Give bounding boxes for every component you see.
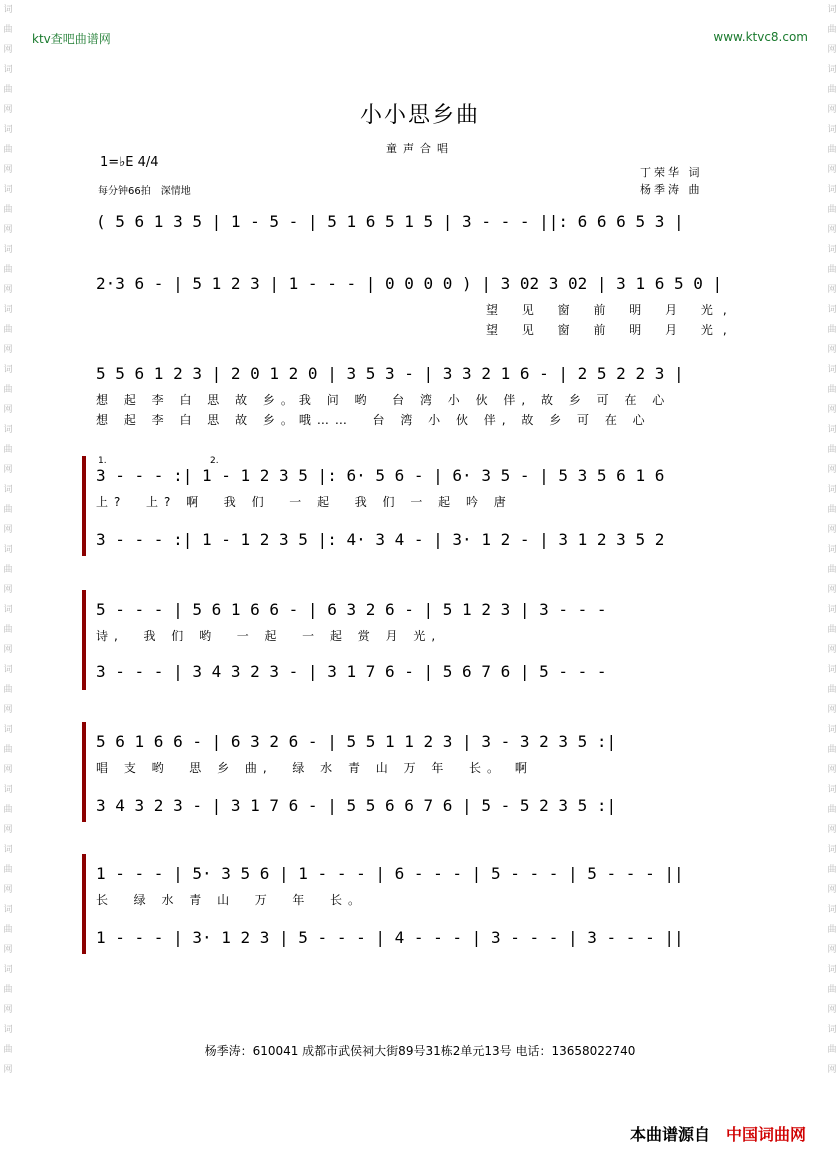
system5-upper: 5 - - - | 5 6 1 6 6 - | 6 3 2 6 - | 5 1 2 3 | 3 - - - xyxy=(96,600,607,619)
watermark-left: 词曲网词曲网词曲网词曲网词曲网词曲网词曲网词曲网词曲网词曲网词曲网词曲网词曲网词曲网词曲网词曲网词曲网词曲网 xyxy=(3,5,13,1075)
system2-notes: 2·3 6 - | 5 1 2 3 | 1 - - - | 0 0 0 0 ) | 3 02 3 02 | 3 1 6 5 0 | xyxy=(96,274,723,293)
system4-bracket xyxy=(82,456,86,556)
system6-lower: 3 4 3 2 3 - | 3 1 7 6 - | 5 5 6 6 7 6 | 5 - 5 2 3 5 :| xyxy=(96,796,617,815)
composer-credit: 杨季涛 曲 xyxy=(640,183,703,196)
system3-lyric1: 想 起 李 白 思 故 乡。我 问 哟 台 湾 小 伙 伴, 故 乡 可 在 心 xyxy=(96,393,671,407)
system2-lyric1: 望 见 窗 前 明 月 光, xyxy=(486,303,737,317)
watermark-right: 词曲网词曲网词曲网词曲网词曲网词曲网词曲网词曲网词曲网词曲网词曲网词曲网词曲网词曲网词曲网词曲网词曲网词曲网 xyxy=(827,5,837,1075)
header-left[interactable]: ktv查吧曲谱网 xyxy=(32,32,111,46)
system4-lower: 3 - - - :| 1 - 1 2 3 5 |: 4· 3 4 - | 3· 1 2 - | 3 1 2 3 5 2 xyxy=(96,530,665,549)
system4-lyric: 上? 上? 啊 我 们 一 起 我 们 一 起 吟 唐 xyxy=(96,495,512,509)
system4-upper: 3 - - - :| 1 - 1 2 3 5 |: 6· 5 6 - | 6· 3 5 - | 5 3 5 6 1 6 xyxy=(96,466,665,485)
system6-upper: 5 6 1 6 6 - | 6 3 2 6 - | 5 5 1 1 2 3 | 3 - 3 2 3 5 :| xyxy=(96,732,617,751)
system7-bracket xyxy=(82,854,86,954)
system6-bracket xyxy=(82,722,86,822)
system1-notes: ( 5 6 1 3 5 | 1 - 5 - | 5 1 6 5 1 5 | 3 - - - ||: 6 6 6 5 3 | xyxy=(96,212,684,231)
system7-lyric: 长 绿 水 青 山 万 年 长。 xyxy=(96,893,366,907)
song-subtitle: 童声合唱 xyxy=(386,142,454,155)
source-site-link[interactable]: 中国词曲网 xyxy=(725,1125,806,1144)
lyricist-credit: 丁荣华 词 xyxy=(640,166,703,179)
system7-upper: 1 - - - | 5· 3 5 6 | 1 - - - | 6 - - - | 5 - - - | 5 - - - || xyxy=(96,864,684,883)
system3-notes: 5 5 6 1 2 3 | 2 0 1 2 0 | 3 5 3 - | 3 3 2 1 6 - | 2 5 2 2 3 | xyxy=(96,364,684,383)
system7-lower: 1 - - - | 3· 1 2 3 | 5 - - - | 4 - - - | 3 - - - | 3 - - - || xyxy=(96,928,684,947)
contact-footer: 杨季涛：610041 成都市武侯祠大街89号31栋2单元13号 电话：13658022740 xyxy=(204,1044,636,1058)
system5-lyric: 诗, 我 们 哟 一 起 一 起 赏 月 光, xyxy=(96,629,442,643)
tempo-marking: 每分钟66拍 深情地 xyxy=(98,186,191,197)
header-right[interactable]: www.ktvc8.com xyxy=(713,30,808,44)
source-credit xyxy=(630,1122,806,1145)
system4-volta2: 2. xyxy=(210,456,219,466)
system2-lyric2: 望 见 窗 前 明 月 光, xyxy=(486,323,737,337)
system5-lower: 3 - - - | 3 4 3 2 3 - | 3 1 7 6 - | 5 6 7 6 | 5 - - - xyxy=(96,662,607,681)
system5-bracket xyxy=(82,590,86,690)
system3-lyric2: 想 起 李 白 思 故 乡。哦…… 台 湾 小 伙 伴, 故 乡 可 在 心 xyxy=(96,413,651,427)
system4-volta1: 1. xyxy=(98,456,107,466)
system6-lyric: 唱 支 哟 思 乡 曲, 绿 水 青 山 万 年 长。 啊 xyxy=(96,761,533,775)
song-title: 小小思乡曲 xyxy=(359,103,480,128)
key-signature: 1=♭E 4/4 xyxy=(100,155,159,170)
source-label: 本曲谱源自 xyxy=(629,1125,710,1144)
